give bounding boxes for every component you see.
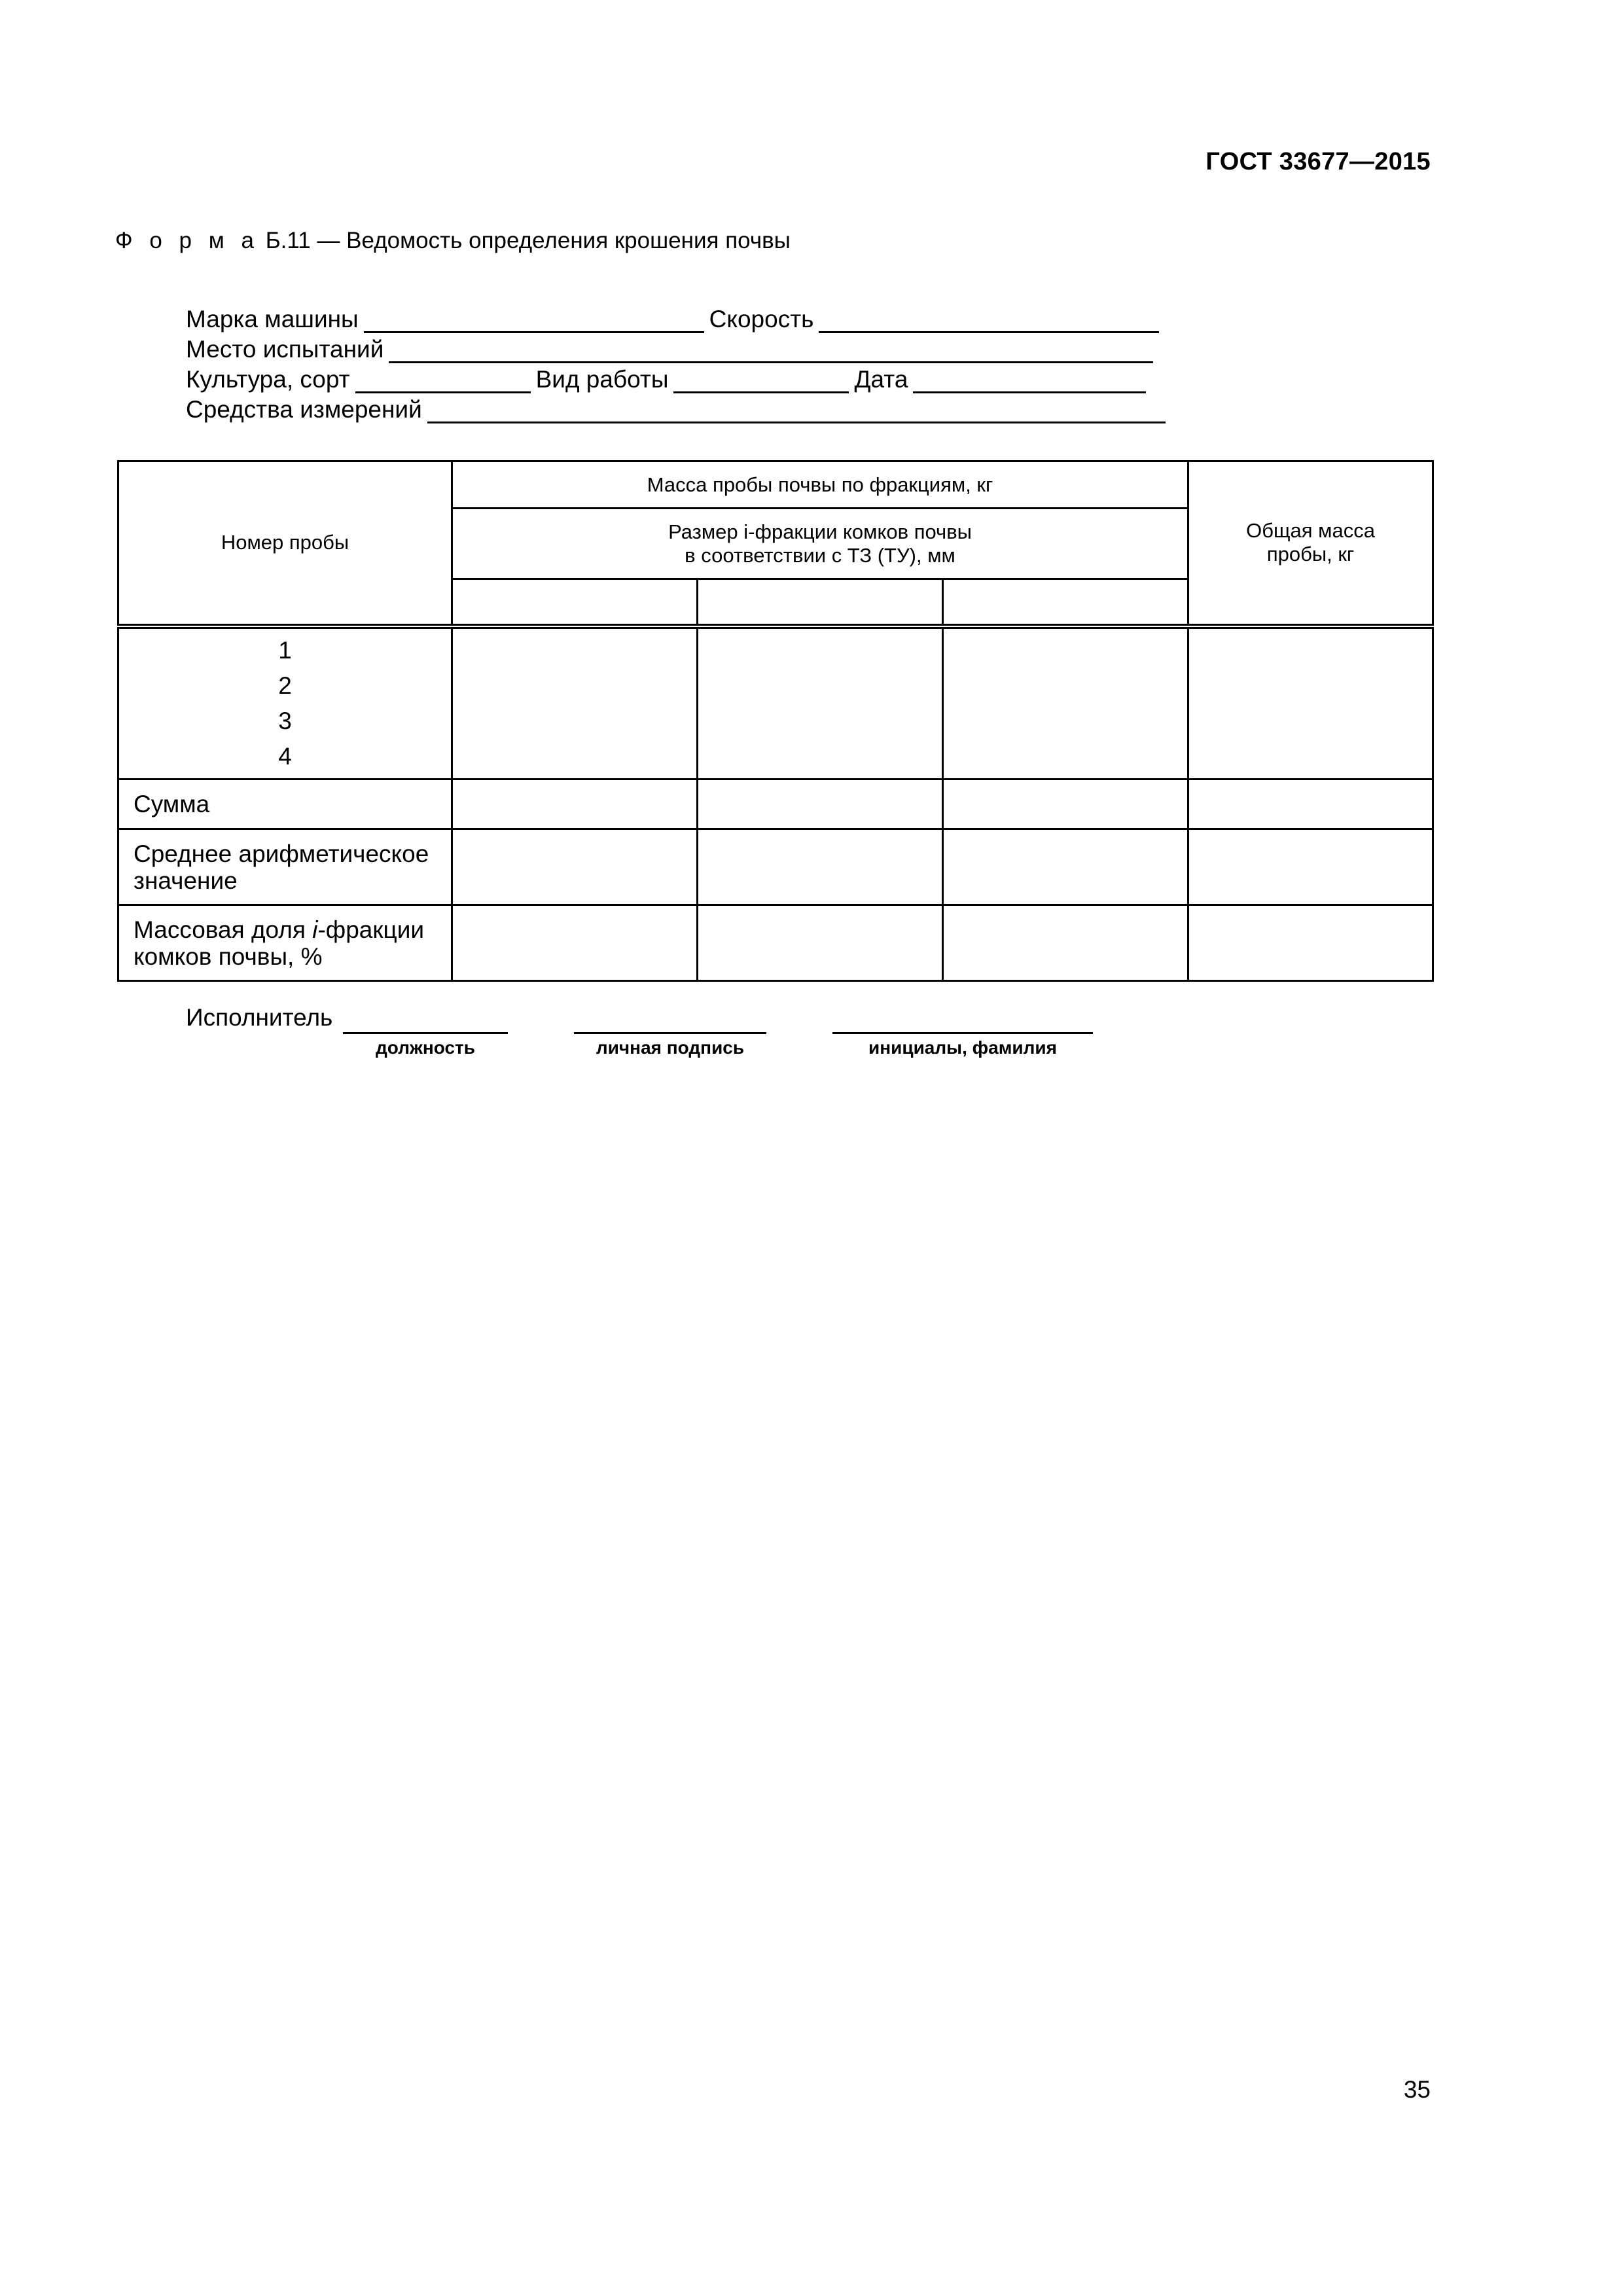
- name-line[interactable]: [832, 1032, 1093, 1034]
- data-cell[interactable]: [943, 626, 1188, 780]
- position-line[interactable]: [343, 1032, 508, 1034]
- data-cell[interactable]: [698, 829, 943, 905]
- data-cell[interactable]: [452, 626, 698, 780]
- row-label-mean-line2: значение: [134, 867, 238, 894]
- form-fields: [186, 303, 1194, 423]
- header-fraction-size-line2: в соответствии с ТЗ (ТУ), мм: [685, 543, 955, 567]
- row-label-mean: [118, 829, 452, 905]
- data-cell[interactable]: [452, 780, 698, 829]
- date-field[interactable]: [913, 368, 1146, 393]
- data-cell[interactable]: [1188, 780, 1433, 829]
- data-cell[interactable]: [1188, 905, 1433, 981]
- standard-code: ГОСТ 33677—2015: [1205, 148, 1431, 175]
- form-title: [115, 228, 791, 254]
- sample-numbers-cell: [118, 626, 452, 780]
- performer-label: Исполнитель: [186, 1004, 333, 1031]
- crop-variety-label: Культура, сорт: [186, 366, 350, 393]
- data-cell[interactable]: [943, 829, 1188, 905]
- crop-variety-field[interactable]: [355, 368, 531, 393]
- instruments-label: Средства измерений: [186, 396, 422, 423]
- position-caption: должность: [376, 1037, 475, 1058]
- instruments-field[interactable]: [427, 398, 1166, 423]
- header-total-mass-line1: Общая масса: [1246, 519, 1375, 543]
- signature-caption: личная подпись: [596, 1037, 745, 1058]
- row-label-mass-fraction-line1: Массовая доля i-фракции: [134, 916, 425, 943]
- speed-label: Скорость: [709, 306, 814, 332]
- data-cell[interactable]: [1188, 829, 1433, 905]
- test-site-field[interactable]: [389, 338, 1153, 363]
- data-cell[interactable]: [943, 905, 1188, 981]
- field-row-instruments: [186, 393, 1194, 423]
- sample-number: 3: [278, 707, 292, 734]
- row-label-sum: Сумма: [118, 780, 452, 829]
- field-row-machine: [186, 303, 1194, 333]
- machine-brand-field[interactable]: [364, 308, 704, 333]
- data-cell[interactable]: [698, 780, 943, 829]
- data-cell[interactable]: [698, 905, 943, 981]
- data-cell[interactable]: [1188, 626, 1433, 780]
- form-title-text: Б.11 — Ведомость определения крошения почвы: [265, 228, 791, 253]
- header-sample-number: Номер пробы: [118, 461, 452, 626]
- field-row-crop: [186, 363, 1194, 393]
- row-label-mean-line1: Среднее арифметическое: [134, 840, 429, 867]
- speed-field[interactable]: [819, 308, 1159, 333]
- fraction-header-cell[interactable]: [698, 579, 943, 626]
- sample-number: 1: [278, 636, 292, 664]
- date-label: Дата: [854, 366, 908, 393]
- data-cell[interactable]: [452, 905, 698, 981]
- sample-number: 2: [278, 672, 292, 699]
- work-type-label: Вид работы: [535, 366, 669, 393]
- sample-number: 4: [278, 742, 292, 770]
- row-label-mass-fraction: [118, 905, 452, 981]
- data-cell[interactable]: [452, 829, 698, 905]
- soil-crumbling-table: [117, 460, 1434, 982]
- row-label-mass-fraction-line2: комков почвы, %: [134, 942, 323, 970]
- test-site-label: Место испытаний: [186, 336, 384, 363]
- form-title-prefix: Ф о р м а: [115, 228, 259, 253]
- name-caption: инициалы, фамилия: [868, 1037, 1057, 1058]
- header-fraction-size-line1: Размер i-фракции комков почвы: [668, 520, 972, 543]
- data-cell[interactable]: [698, 626, 943, 780]
- work-type-field[interactable]: [673, 368, 849, 393]
- data-cell[interactable]: [943, 780, 1188, 829]
- header-total-mass: [1188, 461, 1433, 626]
- machine-brand-label: Марка машины: [186, 306, 359, 332]
- page-number: 35: [1403, 2076, 1431, 2103]
- signature-line[interactable]: [574, 1032, 766, 1034]
- header-total-mass-line2: пробы, кг: [1266, 543, 1355, 566]
- fraction-header-cell[interactable]: [943, 579, 1188, 626]
- header-fraction-size: [452, 509, 1188, 579]
- field-row-site: [186, 333, 1194, 363]
- fraction-header-cell[interactable]: [452, 579, 698, 626]
- header-mass-by-fraction: Масса пробы почвы по фракциям, кг: [452, 461, 1188, 509]
